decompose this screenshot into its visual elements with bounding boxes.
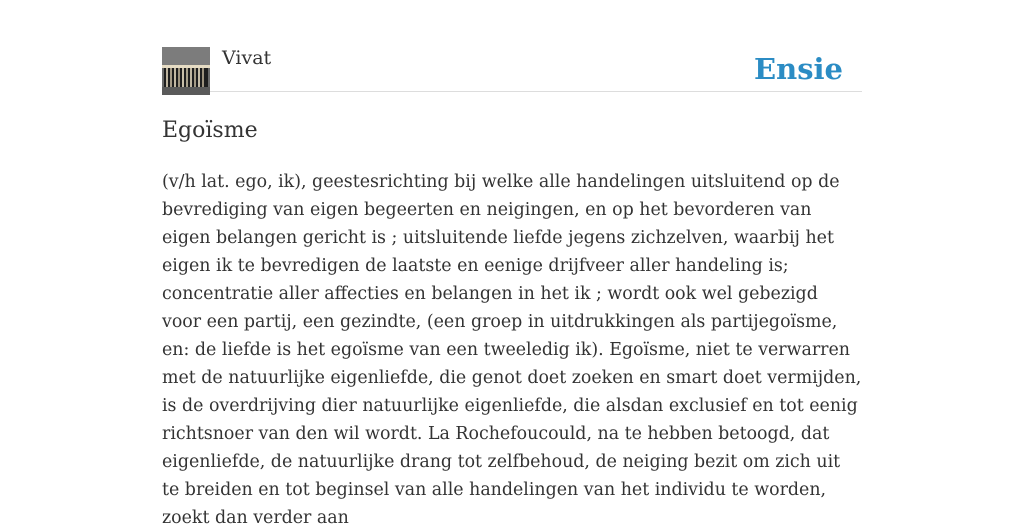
- book-spines-icon: [162, 47, 210, 95]
- source-name[interactable]: Vivat: [222, 47, 272, 69]
- article-title: Egoïsme: [162, 118, 258, 143]
- source-avatar[interactable]: [162, 47, 210, 95]
- article-body: (v/h lat. ego, ik), geestesrichting bij welke alle handelingen uitsluitend op de bevrediging van eigen begeerten en neigingen, en op het bevorderen van eigen belangen gericht is ; uitsluitende liefde jegens zichzelven, waarbij het eigen ik te bevredigen de laatste en eenige drijfveer aller handeling is; concentratie aller affecties en belangen in het ik ; wordt ook wel gebezigd voor een partij, een gezindte, (een groep in uitdrukkingen als partijegoïsme, en: de liefde is het egoïsme van een tweeledig ik). Egoïsme, niet te verwarren met de natuurlijke eigenliefde, die genot doet zoeken en smart doet vermijden, is de overdrijving dier natuurlijke eigenliefde, die alsdan exclusief en tot eenig richtsnoer van den wil wordt. La Rochefoucould, na te hebben betoogd, dat eigenliefde, de natuurlijke drang tot zelfbehoud, de neiging bezit om zich uit te breiden en tot beginsel van alle handelingen van het individu te worden, zoekt dan verder aan: [162, 172, 862, 528]
- brand-logo[interactable]: Ensie: [754, 52, 843, 86]
- site-header: [162, 47, 862, 92]
